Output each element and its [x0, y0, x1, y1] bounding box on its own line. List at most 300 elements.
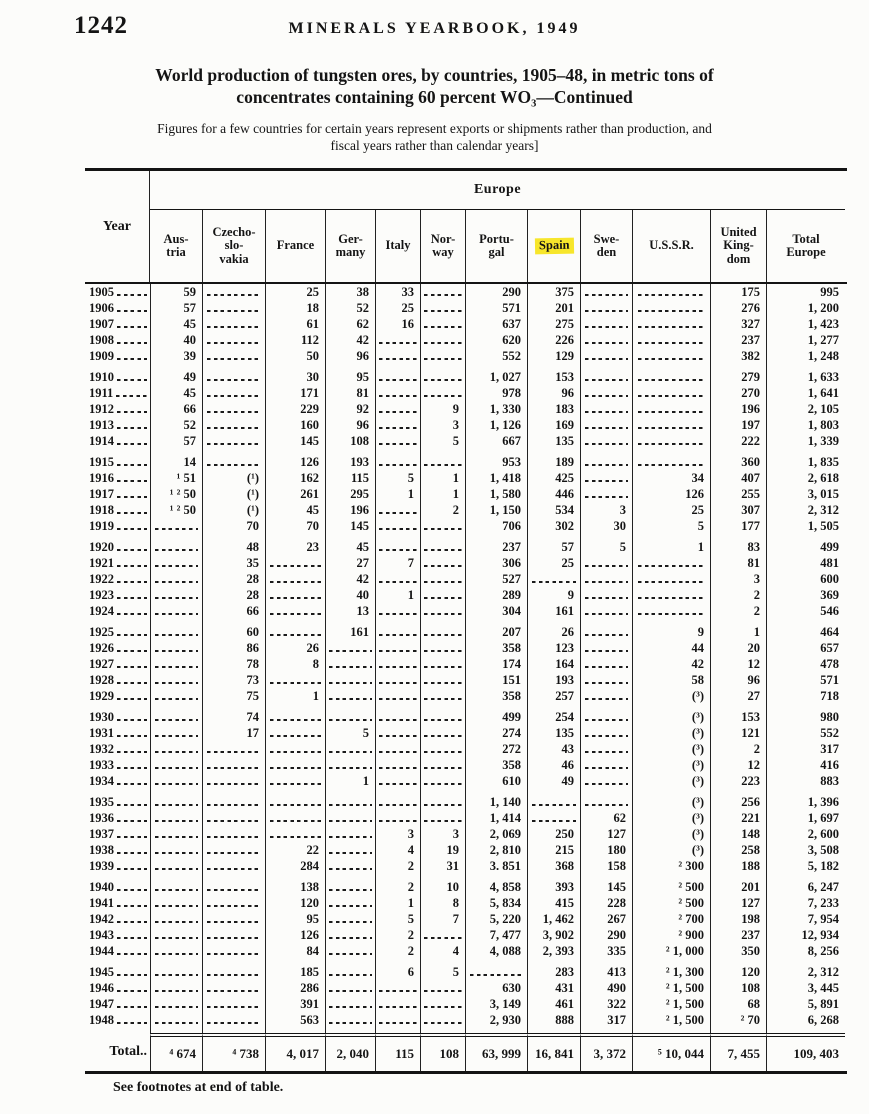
- table-row: [85, 826, 847, 842]
- data-cell-sweden: 490: [580, 980, 632, 996]
- data-cell-czechoslovakia: 66: [202, 603, 265, 619]
- data-cell-france: 126: [265, 454, 325, 470]
- data-cell-germany: 81: [325, 385, 375, 401]
- europe-header-area: [150, 171, 845, 282]
- year-label: 1931: [89, 725, 114, 740]
- year-label: 1909: [89, 348, 114, 363]
- data-cell-sweden: [580, 656, 632, 672]
- data-cell-ussr: [632, 454, 710, 470]
- dash-leader: [638, 379, 704, 382]
- data-cell-total-europe: 1, 633: [766, 369, 845, 385]
- data-cell-ussr: [632, 300, 710, 316]
- data-cell-czechoslovakia: 35: [202, 555, 265, 571]
- dash-leader: [270, 820, 321, 823]
- dash-leader: [329, 1022, 371, 1025]
- dash-leader: [379, 990, 417, 993]
- year-label: 1906: [89, 300, 114, 315]
- data-cell-norway: 19: [420, 842, 465, 858]
- data-cell-austria: 45: [150, 316, 202, 332]
- data-cell-germany: 92: [325, 401, 375, 417]
- dash-leader: [424, 767, 462, 770]
- data-cell-austria: ¹ ² 50: [150, 502, 202, 518]
- data-cell-ussr: ² 1, 300: [632, 964, 710, 980]
- dash-leader: [207, 395, 260, 398]
- data-cell-italy: 3: [375, 826, 420, 842]
- data-cell-portugal: 3. 851: [465, 858, 527, 874]
- table-row: [85, 672, 847, 688]
- data-cell-france: 8: [265, 656, 325, 672]
- data-cell-ussr: ² 700: [632, 911, 710, 927]
- data-cell-france: 45: [265, 502, 325, 518]
- data-cell-norway: [420, 518, 465, 534]
- dash-leader: [638, 427, 704, 430]
- data-cell-france: 120: [265, 895, 325, 911]
- data-cell-total-europe: 1, 339: [766, 433, 845, 449]
- data-cell-czechoslovakia: 28: [202, 571, 265, 587]
- year-label: 1928: [89, 672, 114, 687]
- data-cell-norway: 31: [420, 858, 465, 874]
- data-cell-germany: 38: [325, 284, 375, 300]
- dash-leader: [117, 905, 147, 908]
- data-cell-spain: 153: [527, 369, 580, 385]
- data-cell-austria: [150, 773, 202, 789]
- data-cell-austria: [150, 518, 202, 534]
- dash-leader: [117, 974, 147, 977]
- data-cell-sweden: [580, 385, 632, 401]
- data-cell-norway: 2: [420, 502, 465, 518]
- year-cell: [85, 518, 150, 534]
- year-cell: [85, 826, 150, 842]
- data-cell-austria: [150, 571, 202, 587]
- data-cell-austria: 52: [150, 417, 202, 433]
- data-cell-spain: 96: [527, 385, 580, 401]
- dash-leader: [207, 326, 260, 329]
- year-label: 1943: [89, 927, 114, 942]
- data-cell-spain: 2, 393: [527, 943, 580, 959]
- column-header-label: gal: [488, 245, 505, 259]
- table-row: [85, 332, 847, 348]
- dash-leader: [424, 820, 462, 823]
- dash-leader: [155, 613, 199, 616]
- total-cell-france: 4, 017: [265, 1033, 325, 1071]
- data-cell-italy: 5: [375, 470, 420, 486]
- data-cell-czechoslovakia: [202, 284, 265, 300]
- dash-leader: [207, 310, 260, 313]
- data-cell-italy: 25: [375, 300, 420, 316]
- dash-leader: [379, 581, 417, 584]
- dash-leader: [207, 294, 260, 297]
- dash-leader: [155, 581, 199, 584]
- year-cell: [85, 709, 150, 725]
- dash-leader: [117, 852, 147, 855]
- dash-leader: [379, 395, 417, 398]
- dash-leader: [117, 342, 147, 345]
- column-header-label: vakia: [219, 251, 249, 266]
- dash-leader: [117, 751, 147, 754]
- table-row: [85, 842, 847, 858]
- data-cell-austria: 59: [150, 284, 202, 300]
- column-header-germany: [325, 210, 375, 282]
- data-cell-ussr: 42: [632, 656, 710, 672]
- data-cell-austria: [150, 996, 202, 1012]
- data-cell-spain: 375: [527, 284, 580, 300]
- year-cell: [85, 858, 150, 874]
- year-cell: [85, 1012, 150, 1028]
- data-cell-total-europe: 2, 312: [766, 502, 845, 518]
- dash-leader: [379, 634, 417, 637]
- data-cell-united-kingdom: 127: [710, 895, 766, 911]
- data-cell-france: [265, 773, 325, 789]
- table-row: [85, 1012, 847, 1028]
- data-cell-spain: 129: [527, 348, 580, 364]
- footnote-reference: See footnotes at end of table.: [113, 1080, 284, 1095]
- year-cell: [85, 810, 150, 826]
- data-cell-total-europe: 499: [766, 539, 845, 555]
- data-cell-united-kingdom: 68: [710, 996, 766, 1012]
- dash-leader: [585, 427, 629, 430]
- data-cell-france: [265, 725, 325, 741]
- data-cell-sweden: 317: [580, 1012, 632, 1028]
- data-cell-germany: [325, 640, 375, 656]
- data-cell-france: 138: [265, 879, 325, 895]
- data-cell-united-kingdom: 223: [710, 773, 766, 789]
- data-cell-spain: 43: [527, 741, 580, 757]
- year-cell: [85, 332, 150, 348]
- data-cell-ussr: [632, 417, 710, 433]
- data-cell-sweden: 335: [580, 943, 632, 959]
- data-cell-norway: [420, 996, 465, 1012]
- data-cell-total-europe: 571: [766, 672, 845, 688]
- dash-leader: [638, 581, 704, 584]
- data-cell-sweden: [580, 332, 632, 348]
- table-row: [85, 794, 847, 810]
- data-cell-italy: [375, 794, 420, 810]
- year-cell: [85, 486, 150, 502]
- data-cell-czechoslovakia: [202, 773, 265, 789]
- data-cell-germany: 295: [325, 486, 375, 502]
- dash-leader: [155, 682, 199, 685]
- dash-leader: [585, 379, 629, 382]
- dash-leader: [117, 937, 147, 940]
- data-cell-france: 286: [265, 980, 325, 996]
- data-cell-portugal: 637: [465, 316, 527, 332]
- dash-leader: [270, 634, 321, 637]
- dash-leader: [270, 682, 321, 685]
- data-cell-spain: [527, 571, 580, 587]
- data-cell-sweden: [580, 300, 632, 316]
- column-header-label: Total: [792, 231, 820, 246]
- data-cell-united-kingdom: 237: [710, 927, 766, 943]
- dash-leader: [585, 634, 629, 637]
- data-cell-italy: 7: [375, 555, 420, 571]
- dash-leader: [329, 698, 371, 701]
- data-cell-italy: [375, 741, 420, 757]
- data-cell-italy: 2: [375, 927, 420, 943]
- data-cell-france: 284: [265, 858, 325, 874]
- total-cell-total-europe: 109, 403: [766, 1033, 845, 1071]
- data-cell-united-kingdom: 81: [710, 555, 766, 571]
- data-cell-france: [265, 810, 325, 826]
- table-row: [85, 571, 847, 587]
- column-header-label: Czecho-: [212, 224, 256, 239]
- data-cell-portugal: 304: [465, 603, 527, 619]
- data-cell-norway: [420, 1012, 465, 1028]
- data-cell-czechoslovakia: 60: [202, 624, 265, 640]
- data-cell-germany: [325, 810, 375, 826]
- dash-leader: [116, 395, 147, 398]
- dash-leader: [207, 1006, 260, 1009]
- column-header-norway: [420, 210, 465, 282]
- data-cell-sweden: 228: [580, 895, 632, 911]
- dash-leader: [155, 666, 199, 669]
- data-cell-austria: [150, 672, 202, 688]
- table-row: [85, 502, 847, 518]
- data-cell-portugal: 953: [465, 454, 527, 470]
- dash-leader: [117, 1006, 147, 1009]
- dash-leader: [117, 767, 147, 770]
- data-cell-norway: [420, 757, 465, 773]
- column-header-austria: [150, 210, 202, 282]
- data-cell-ussr: (³): [632, 741, 710, 757]
- data-cell-total-europe: 416: [766, 757, 845, 773]
- data-cell-ussr: (³): [632, 794, 710, 810]
- year-label: 1934: [89, 773, 114, 788]
- data-cell-norway: [420, 316, 465, 332]
- dash-leader: [117, 464, 147, 467]
- year-cell: [85, 879, 150, 895]
- data-cell-france: [265, 603, 325, 619]
- dash-leader: [424, 358, 462, 361]
- table-title: [0, 64, 869, 108]
- dash-leader: [638, 464, 704, 467]
- data-cell-norway: [420, 385, 465, 401]
- dash-leader: [207, 1022, 260, 1025]
- data-cell-czechoslovakia: [202, 385, 265, 401]
- dash-leader: [329, 767, 371, 770]
- data-cell-ussr: [632, 401, 710, 417]
- dash-leader: [585, 751, 629, 754]
- data-cell-spain: 254: [527, 709, 580, 725]
- dash-leader: [155, 650, 199, 653]
- data-cell-spain: 164: [527, 656, 580, 672]
- year-label: 1905: [89, 284, 114, 299]
- data-cell-spain: 1, 462: [527, 911, 580, 927]
- data-cell-austria: [150, 794, 202, 810]
- year-cell: [85, 300, 150, 316]
- data-cell-ussr: ² 500: [632, 879, 710, 895]
- data-cell-italy: [375, 688, 420, 704]
- year-cell: [85, 688, 150, 704]
- data-cell-austria: [150, 725, 202, 741]
- data-cell-sweden: [580, 417, 632, 433]
- data-cell-czechoslovakia: [202, 810, 265, 826]
- data-cell-ussr: [632, 587, 710, 603]
- year-label: 1944: [89, 943, 114, 958]
- column-header-label: Italy: [385, 238, 411, 253]
- dash-leader: [379, 783, 417, 786]
- data-cell-austria: [150, 826, 202, 842]
- data-cell-united-kingdom: 12: [710, 656, 766, 672]
- data-cell-ussr: (³): [632, 842, 710, 858]
- data-cell-united-kingdom: 255: [710, 486, 766, 502]
- data-cell-sweden: [580, 773, 632, 789]
- data-cell-france: [265, 794, 325, 810]
- year-cell: [85, 369, 150, 385]
- data-cell-czechoslovakia: [202, 996, 265, 1012]
- dash-leader: [155, 836, 199, 839]
- table-row: [85, 470, 847, 486]
- column-header-ussr: [632, 210, 710, 282]
- data-cell-france: 25: [265, 284, 325, 300]
- data-cell-spain: 57: [527, 539, 580, 555]
- table-row: [85, 996, 847, 1012]
- data-cell-czechoslovakia: [202, 348, 265, 364]
- dash-leader: [585, 464, 629, 467]
- dash-leader: [532, 581, 577, 584]
- table-row: [85, 454, 847, 470]
- column-header-portugal: [465, 210, 527, 282]
- dash-leader: [207, 443, 260, 446]
- data-cell-germany: [325, 943, 375, 959]
- dash-leader: [638, 597, 704, 600]
- dash-leader: [585, 411, 629, 414]
- data-cell-germany: 13: [325, 603, 375, 619]
- year-label: 1915: [89, 454, 114, 469]
- data-cell-united-kingdom: 407: [710, 470, 766, 486]
- table-row: [85, 300, 847, 316]
- dash-leader: [379, 411, 417, 414]
- data-cell-united-kingdom: 222: [710, 433, 766, 449]
- data-cell-total-europe: 464: [766, 624, 845, 640]
- data-cell-sweden: [580, 486, 632, 502]
- data-cell-total-europe: 481: [766, 555, 845, 571]
- data-cell-norway: 9: [420, 401, 465, 417]
- dash-leader: [424, 464, 462, 467]
- data-cell-ussr: (³): [632, 773, 710, 789]
- data-cell-germany: [325, 927, 375, 943]
- year-label: 1939: [89, 858, 114, 873]
- data-cell-czechoslovakia: (¹): [202, 486, 265, 502]
- year-cell: [85, 980, 150, 996]
- dash-leader: [207, 820, 260, 823]
- data-cell-united-kingdom: 360: [710, 454, 766, 470]
- data-cell-france: 61: [265, 316, 325, 332]
- data-cell-ussr: [632, 603, 710, 619]
- dash-leader: [424, 549, 462, 552]
- table-row: [85, 980, 847, 996]
- data-cell-ussr: [632, 433, 710, 449]
- dash-leader: [329, 905, 371, 908]
- dash-leader: [585, 358, 629, 361]
- data-cell-ussr: ² 1, 500: [632, 980, 710, 996]
- year-cell: [85, 571, 150, 587]
- dash-leader: [117, 953, 147, 956]
- data-cell-portugal: 7, 477: [465, 927, 527, 943]
- data-cell-portugal: 4, 858: [465, 879, 527, 895]
- data-cell-total-europe: 1, 277: [766, 332, 845, 348]
- data-cell-germany: [325, 879, 375, 895]
- data-cell-germany: 95: [325, 369, 375, 385]
- year-cell: [85, 433, 150, 449]
- data-cell-france: [265, 741, 325, 757]
- data-cell-norway: [420, 587, 465, 603]
- data-cell-total-europe: 5, 182: [766, 858, 845, 874]
- table-row: [85, 603, 847, 619]
- table-row: [85, 433, 847, 449]
- table-row: [85, 640, 847, 656]
- data-cell-spain: 25: [527, 555, 580, 571]
- data-cell-total-europe: 1, 697: [766, 810, 845, 826]
- dash-leader: [117, 1022, 147, 1025]
- dash-leader: [424, 326, 462, 329]
- data-cell-norway: 5: [420, 964, 465, 980]
- data-cell-austria: [150, 555, 202, 571]
- data-cell-spain: 215: [527, 842, 580, 858]
- data-cell-sweden: [580, 555, 632, 571]
- data-cell-ussr: ² 900: [632, 927, 710, 943]
- data-cell-czechoslovakia: [202, 1012, 265, 1028]
- data-cell-portugal: 571: [465, 300, 527, 316]
- data-cell-czechoslovakia: 86: [202, 640, 265, 656]
- data-cell-france: 50: [265, 348, 325, 364]
- dash-leader: [379, 549, 417, 552]
- data-cell-portugal: 2, 930: [465, 1012, 527, 1028]
- year-label: 1937: [89, 826, 114, 841]
- data-cell-sweden: [580, 369, 632, 385]
- year-label: 1945: [89, 964, 114, 979]
- data-cell-czechoslovakia: [202, 300, 265, 316]
- data-cell-germany: 42: [325, 571, 375, 587]
- data-cell-italy: 1: [375, 895, 420, 911]
- data-cell-italy: [375, 656, 420, 672]
- data-cell-czechoslovakia: 17: [202, 725, 265, 741]
- column-header-spain: [527, 210, 580, 282]
- data-cell-italy: 16: [375, 316, 420, 332]
- dash-leader: [155, 804, 199, 807]
- dash-leader: [379, 613, 417, 616]
- dash-leader: [155, 634, 199, 637]
- data-cell-france: 162: [265, 470, 325, 486]
- dash-leader: [532, 804, 577, 807]
- data-cell-spain: 3, 902: [527, 927, 580, 943]
- dash-leader: [117, 682, 147, 685]
- data-cell-france: 126: [265, 927, 325, 943]
- year-label: 1932: [89, 741, 114, 756]
- year-cell: [85, 502, 150, 518]
- dash-leader: [424, 783, 462, 786]
- column-header-sweden: [580, 210, 632, 282]
- data-cell-total-europe: 369: [766, 587, 845, 603]
- data-cell-united-kingdom: 148: [710, 826, 766, 842]
- dash-leader: [329, 889, 371, 892]
- dash-leader: [424, 698, 462, 701]
- data-cell-norway: 5: [420, 433, 465, 449]
- data-cell-austria: 45: [150, 385, 202, 401]
- year-label: 1929: [89, 688, 114, 703]
- data-cell-sweden: [580, 725, 632, 741]
- dash-leader: [424, 666, 462, 669]
- dash-leader: [638, 411, 704, 414]
- dash-leader: [329, 974, 371, 977]
- year-cell: [85, 348, 150, 364]
- data-cell-czechoslovakia: [202, 858, 265, 874]
- data-cell-norway: [420, 348, 465, 364]
- table-note-line1: Figures for a few countries for certain years represent exports or shipments rather than production, and: [157, 121, 712, 136]
- data-cell-ussr: [632, 284, 710, 300]
- data-cell-portugal: 1, 418: [465, 470, 527, 486]
- dash-leader: [424, 937, 462, 940]
- data-cell-united-kingdom: 221: [710, 810, 766, 826]
